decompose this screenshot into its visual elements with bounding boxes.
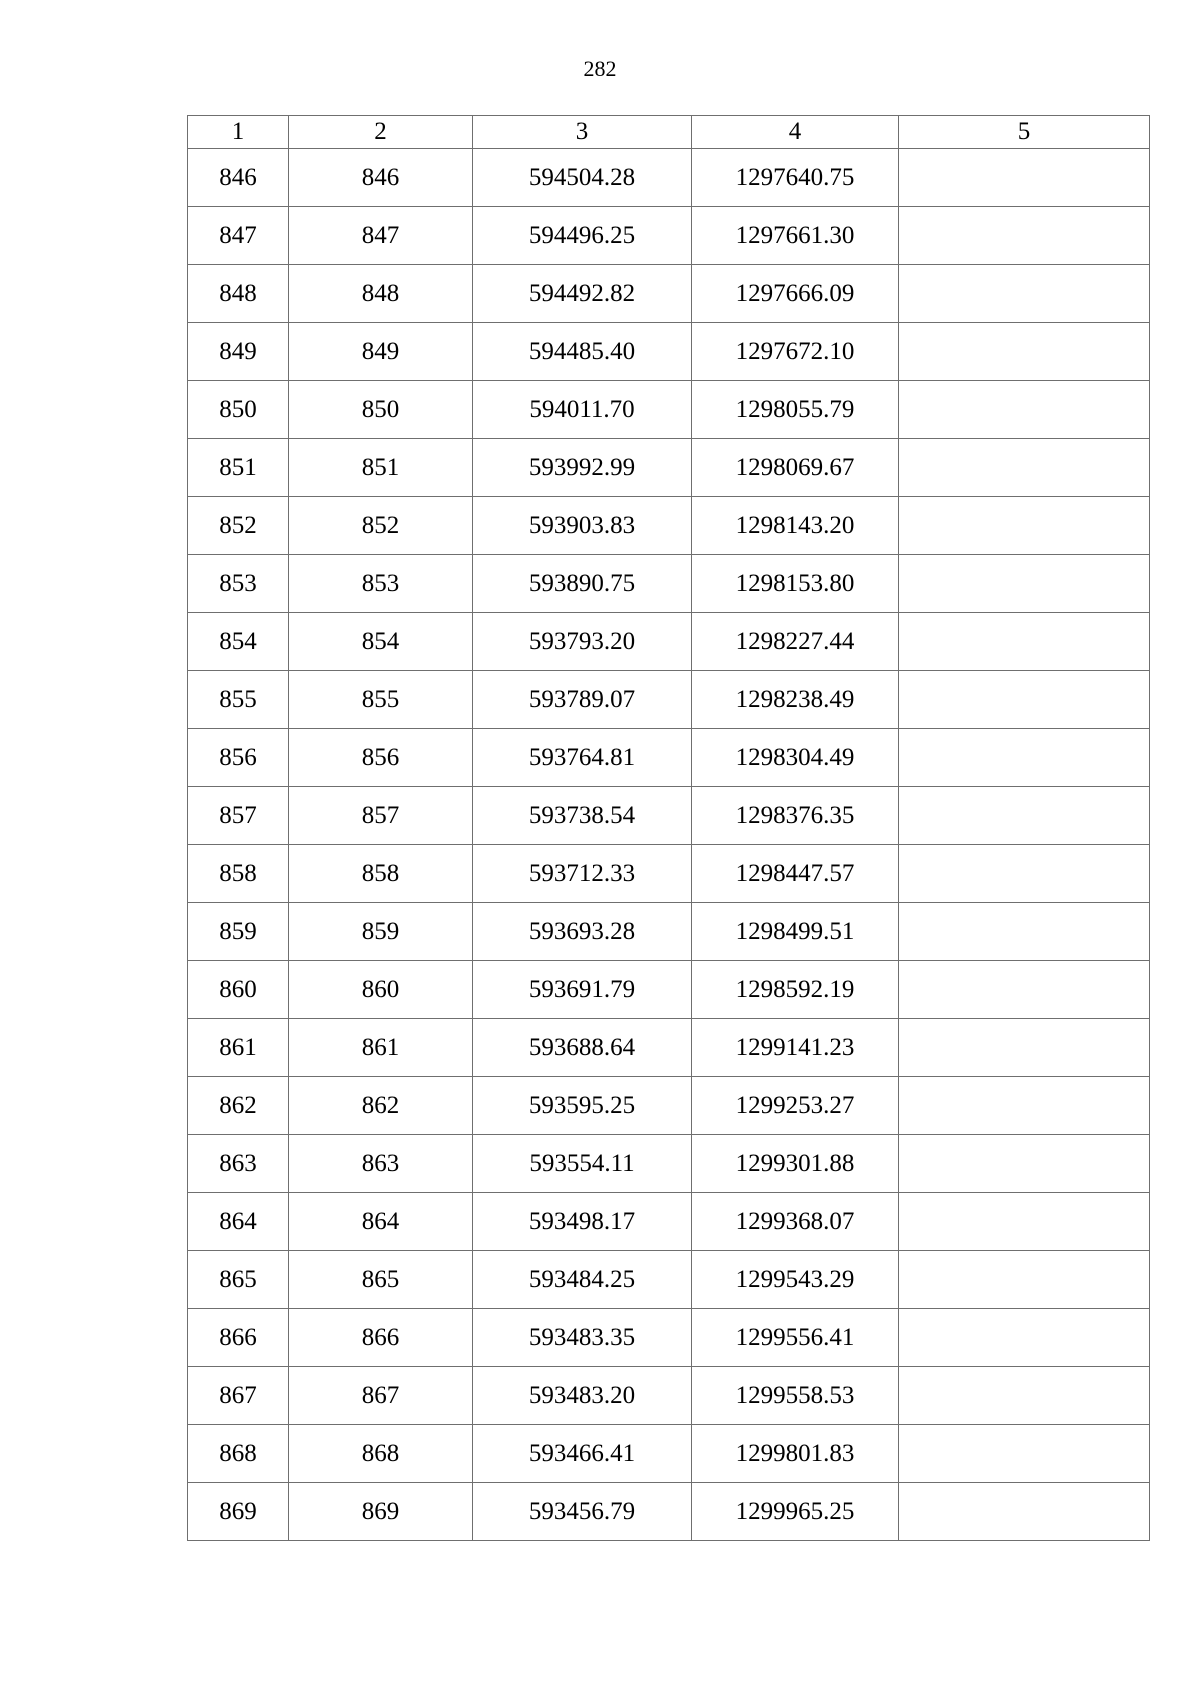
table-row: [188, 1019, 1150, 1077]
note-cell: [899, 787, 1150, 845]
point-number-cell: 862: [188, 1077, 289, 1135]
table-row: [188, 845, 1150, 903]
note-cell: [899, 381, 1150, 439]
table-row: [188, 149, 1150, 207]
y-coordinate-cell: 1298447.57: [692, 845, 899, 903]
header-cell-4: 4: [692, 116, 899, 149]
point-number-cell: 861: [188, 1019, 289, 1077]
y-coordinate-cell: 1298153.80: [692, 555, 899, 613]
x-coordinate-cell: 594492.82: [473, 265, 692, 323]
point-number-cell: 863: [188, 1135, 289, 1193]
x-coordinate-cell: 593466.41: [473, 1425, 692, 1483]
x-coordinate-cell: 593693.28: [473, 903, 692, 961]
header-cell-3: 3: [473, 116, 692, 149]
point-number-cell: 864: [188, 1193, 289, 1251]
y-coordinate-cell: 1297661.30: [692, 207, 899, 265]
point-id-cell: 853: [289, 555, 473, 613]
note-cell: [899, 671, 1150, 729]
coordinates-table: [187, 115, 1150, 1541]
y-coordinate-cell: 1299556.41: [692, 1309, 899, 1367]
point-id-cell: 848: [289, 265, 473, 323]
point-id-cell: 851: [289, 439, 473, 497]
note-cell: [899, 903, 1150, 961]
y-coordinate-cell: 1298227.44: [692, 613, 899, 671]
header-cell-5: 5: [899, 116, 1150, 149]
table-row: [188, 265, 1150, 323]
point-number-cell: 851: [188, 439, 289, 497]
table-row: [188, 381, 1150, 439]
point-number-cell: 859: [188, 903, 289, 961]
y-coordinate-cell: 1297640.75: [692, 149, 899, 207]
point-id-cell: 861: [289, 1019, 473, 1077]
note-cell: [899, 1251, 1150, 1309]
point-id-cell: 849: [289, 323, 473, 381]
note-cell: [899, 1483, 1150, 1541]
point-number-cell: 856: [188, 729, 289, 787]
note-cell: [899, 1309, 1150, 1367]
x-coordinate-cell: 593483.35: [473, 1309, 692, 1367]
y-coordinate-cell: 1298376.35: [692, 787, 899, 845]
x-coordinate-cell: 593498.17: [473, 1193, 692, 1251]
point-number-cell: 855: [188, 671, 289, 729]
note-cell: [899, 1425, 1150, 1483]
x-coordinate-cell: 593688.64: [473, 1019, 692, 1077]
point-id-cell: 856: [289, 729, 473, 787]
note-cell: [899, 1135, 1150, 1193]
point-id-cell: 864: [289, 1193, 473, 1251]
table-row: [188, 1193, 1150, 1251]
y-coordinate-cell: 1299368.07: [692, 1193, 899, 1251]
point-id-cell: 855: [289, 671, 473, 729]
table-row: [188, 1483, 1150, 1541]
y-coordinate-cell: 1298055.79: [692, 381, 899, 439]
header-cell-1: 1: [188, 116, 289, 149]
point-id-cell: 846: [289, 149, 473, 207]
y-coordinate-cell: 1299965.25: [692, 1483, 899, 1541]
x-coordinate-cell: 594504.28: [473, 149, 692, 207]
point-id-cell: 865: [289, 1251, 473, 1309]
point-number-cell: 852: [188, 497, 289, 555]
table-row: [188, 1425, 1150, 1483]
table-row: [188, 613, 1150, 671]
y-coordinate-cell: 1298143.20: [692, 497, 899, 555]
point-number-cell: 868: [188, 1425, 289, 1483]
note-cell: [899, 323, 1150, 381]
table-header: [188, 116, 1150, 149]
y-coordinate-cell: 1297666.09: [692, 265, 899, 323]
x-coordinate-cell: 594485.40: [473, 323, 692, 381]
x-coordinate-cell: 594011.70: [473, 381, 692, 439]
x-coordinate-cell: 593890.75: [473, 555, 692, 613]
point-id-cell: 868: [289, 1425, 473, 1483]
x-coordinate-cell: 593484.25: [473, 1251, 692, 1309]
point-number-cell: 848: [188, 265, 289, 323]
note-cell: [899, 207, 1150, 265]
table-row: [188, 323, 1150, 381]
note-cell: [899, 265, 1150, 323]
y-coordinate-cell: 1299253.27: [692, 1077, 899, 1135]
table-row: [188, 671, 1150, 729]
x-coordinate-cell: 593903.83: [473, 497, 692, 555]
point-id-cell: 866: [289, 1309, 473, 1367]
table-row: [188, 961, 1150, 1019]
y-coordinate-cell: 1297672.10: [692, 323, 899, 381]
note-cell: [899, 555, 1150, 613]
point-number-cell: 857: [188, 787, 289, 845]
x-coordinate-cell: 593764.81: [473, 729, 692, 787]
note-cell: [899, 1019, 1150, 1077]
table-row: [188, 555, 1150, 613]
y-coordinate-cell: 1299301.88: [692, 1135, 899, 1193]
point-id-cell: 867: [289, 1367, 473, 1425]
table-row: [188, 1309, 1150, 1367]
y-coordinate-cell: 1298069.67: [692, 439, 899, 497]
y-coordinate-cell: 1298499.51: [692, 903, 899, 961]
point-number-cell: 869: [188, 1483, 289, 1541]
x-coordinate-cell: 593691.79: [473, 961, 692, 1019]
point-id-cell: 852: [289, 497, 473, 555]
table-row: [188, 729, 1150, 787]
x-coordinate-cell: 594496.25: [473, 207, 692, 265]
x-coordinate-cell: 593595.25: [473, 1077, 692, 1135]
note-cell: [899, 729, 1150, 787]
table-row: [188, 1251, 1150, 1309]
y-coordinate-cell: 1298592.19: [692, 961, 899, 1019]
point-number-cell: 847: [188, 207, 289, 265]
y-coordinate-cell: 1298304.49: [692, 729, 899, 787]
x-coordinate-cell: 593456.79: [473, 1483, 692, 1541]
x-coordinate-cell: 593992.99: [473, 439, 692, 497]
note-cell: [899, 1077, 1150, 1135]
table-row: [188, 439, 1150, 497]
x-coordinate-cell: 593738.54: [473, 787, 692, 845]
point-number-cell: 853: [188, 555, 289, 613]
point-id-cell: 860: [289, 961, 473, 1019]
point-id-cell: 869: [289, 1483, 473, 1541]
point-id-cell: 847: [289, 207, 473, 265]
table-row: [188, 903, 1150, 961]
note-cell: [899, 1193, 1150, 1251]
note-cell: [899, 439, 1150, 497]
note-cell: [899, 613, 1150, 671]
x-coordinate-cell: 593483.20: [473, 1367, 692, 1425]
table-row: [188, 1135, 1150, 1193]
note-cell: [899, 497, 1150, 555]
x-coordinate-cell: 593793.20: [473, 613, 692, 671]
page-number: 282: [583, 56, 617, 81]
table-body: [188, 149, 1150, 1541]
note-cell: [899, 149, 1150, 207]
x-coordinate-cell: 593789.07: [473, 671, 692, 729]
y-coordinate-cell: 1299558.53: [692, 1367, 899, 1425]
point-number-cell: 849: [188, 323, 289, 381]
table-row: [188, 787, 1150, 845]
point-id-cell: 854: [289, 613, 473, 671]
point-number-cell: 867: [188, 1367, 289, 1425]
point-id-cell: 850: [289, 381, 473, 439]
x-coordinate-cell: 593712.33: [473, 845, 692, 903]
note-cell: [899, 1367, 1150, 1425]
header-cell-2: 2: [289, 116, 473, 149]
note-cell: [899, 961, 1150, 1019]
point-number-cell: 854: [188, 613, 289, 671]
point-id-cell: 858: [289, 845, 473, 903]
point-number-cell: 866: [188, 1309, 289, 1367]
point-id-cell: 857: [289, 787, 473, 845]
x-coordinate-cell: 593554.11: [473, 1135, 692, 1193]
table-row: [188, 207, 1150, 265]
y-coordinate-cell: 1299141.23: [692, 1019, 899, 1077]
table-row: [188, 1367, 1150, 1425]
y-coordinate-cell: 1299543.29: [692, 1251, 899, 1309]
y-coordinate-cell: 1298238.49: [692, 671, 899, 729]
y-coordinate-cell: 1299801.83: [692, 1425, 899, 1483]
point-id-cell: 859: [289, 903, 473, 961]
point-id-cell: 862: [289, 1077, 473, 1135]
point-number-cell: 865: [188, 1251, 289, 1309]
point-number-cell: 850: [188, 381, 289, 439]
point-number-cell: 858: [188, 845, 289, 903]
header-row: [188, 116, 1150, 149]
point-id-cell: 863: [289, 1135, 473, 1193]
point-number-cell: 860: [188, 961, 289, 1019]
note-cell: [899, 845, 1150, 903]
point-number-cell: 846: [188, 149, 289, 207]
table-row: [188, 1077, 1150, 1135]
table-row: [188, 497, 1150, 555]
